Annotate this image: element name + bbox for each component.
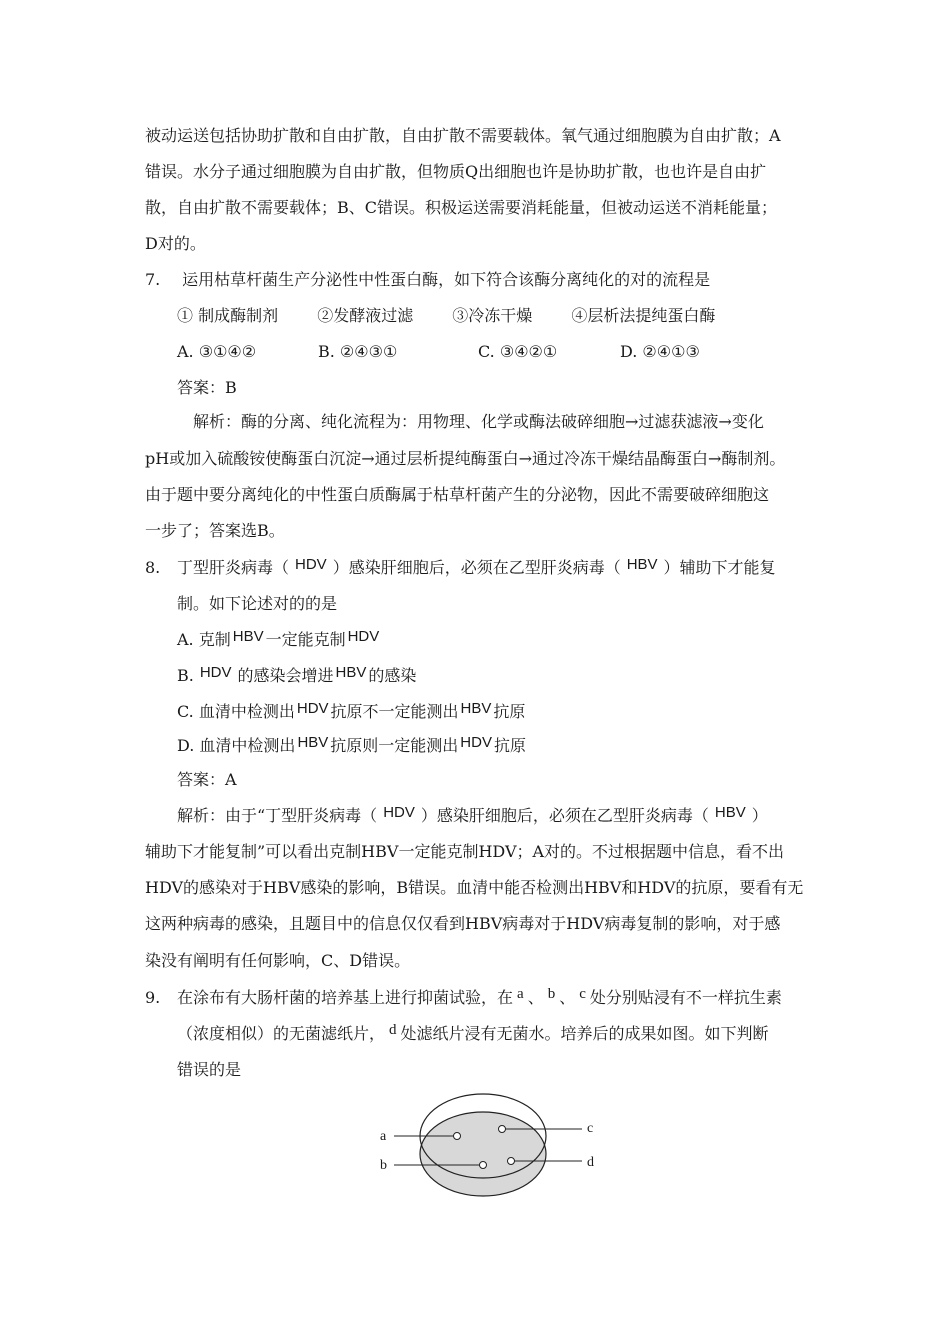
petri-dish-figure: [370, 1088, 610, 1208]
question-7-option-b: B. ②④③①: [318, 342, 398, 361]
analysis-line: 辅助下才能复制”可以看出克制HBV一定能克制HDV；A对的。不过根据题中信息，看不出: [145, 842, 785, 861]
question-8-option-b: B. HDV 的感染会增进 HBV 的感染: [177, 664, 417, 685]
label-a: a: [380, 1129, 387, 1144]
question-number: 8.: [145, 558, 161, 577]
label-c: c: [587, 1121, 594, 1136]
question-7-steps: [177, 306, 715, 326]
label-b: b: [380, 1158, 387, 1173]
step-item: ②发酵液过滤: [317, 306, 414, 325]
label-d: d: [587, 1155, 594, 1170]
question-8-option-a: A. 克制 HBV 一定能克制 HDV: [177, 628, 380, 649]
text-line: 散，自由扩散不需要载体；B、C错误。积极运送需要消耗能量，但被动运送不消耗能量；: [145, 198, 778, 217]
question-number: 9.: [145, 988, 161, 1007]
filter-paper-c: [499, 1126, 506, 1133]
question-number: 7.: [145, 270, 161, 289]
question-7-option-c: C. ③④②①: [478, 342, 558, 361]
filter-paper-d: [508, 1158, 515, 1165]
question-7-option-d: D. ②④①③: [620, 342, 700, 361]
analysis-line: HDV的感染对于HBV感染的影响，B错误。血清中能否检测出HBV和HDV的抗原，要看有无: [145, 878, 804, 897]
question-8-answer: 答案：A: [177, 770, 237, 789]
question-9-stem-3: 错误的是: [177, 1060, 242, 1079]
question-7-option-a: A. ③①④②: [177, 342, 257, 361]
question-7-answer: 答案：B: [177, 378, 237, 397]
analysis-line: 一步了；答案选B。: [145, 521, 285, 540]
step-item: ③冷冻干燥: [452, 306, 533, 325]
question-7-stem: 7. 运用枯草杆菌生产分泌性中性蛋白酶，如下符合该酶分离纯化的对的流程是: [145, 270, 711, 289]
filter-paper-b: [480, 1162, 487, 1169]
text-line: 被动运送包括协助扩散和自由扩散，自由扩散不需要载体。氧气通过细胞膜为自由扩散；A: [145, 126, 781, 145]
analysis-line: pH或加入硫酸铵使酶蛋白沉淀→通过层析提纯酶蛋白→通过冷冻干燥结晶酶蛋白→酶制剂。: [145, 449, 786, 468]
question-9-stem: 9. 在涂布有大肠杆菌的培养基上进行抑菌试验，在 a 、 b 、 c 处分别贴浸有不一样抗生素: [145, 986, 782, 1007]
analysis-line: 这两种病毒的感染，且题目中的信息仅仅看到HBV病毒对于HDV病毒复制的影响，对于感: [145, 914, 781, 933]
analysis-line: 染没有阐明有任何影响，C、D错误。: [145, 951, 411, 970]
step-item: ① 制成酶制剂: [177, 306, 279, 325]
filter-paper-a: [454, 1133, 461, 1140]
step-item: ④层析法提纯蛋白酶: [571, 306, 716, 325]
question-8-option-d: D. 血清中检测出 HBV 抗原则一定能测出 HDV 抗原: [177, 734, 526, 755]
analysis-line: 解析：酶的分离、纯化流程为：用物理、化学或酶法破碎细胞→过滤获滤液→变化: [193, 412, 764, 431]
analysis-line: 解析：由于“丁型肝炎病毒（ HDV ）感染肝细胞后，必须在乙型肝炎病毒（ HBV ）: [177, 804, 768, 825]
question-8-option-c: C. 血清中检测出 HDV 抗原不一定能测出 HBV 抗原: [177, 700, 526, 721]
text-line: 错误。水分子通过细胞膜为自由扩散，但物质Q出细胞也许是协助扩散，也也许是自由扩: [145, 162, 767, 181]
question-9-stem-2: （浓度相似）的无菌滤纸片， d 处滤纸片浸有无菌水。培养后的成果如图。如下判断: [177, 1022, 769, 1043]
question-8-stem-2: 制。如下论述对的的是: [177, 594, 338, 613]
analysis-line: 由于题中要分离纯化的中性蛋白质酶属于枯草杆菌产生的分泌物，因此不需要破碎细胞这: [145, 485, 770, 504]
dish-base: [420, 1112, 546, 1196]
text-line: D对的。: [145, 234, 206, 253]
question-8-stem: 8. 丁型肝炎病毒（ HDV ）感染肝细胞后，必须在乙型肝炎病毒（ HBV ）辅助下才能复: [145, 556, 776, 577]
